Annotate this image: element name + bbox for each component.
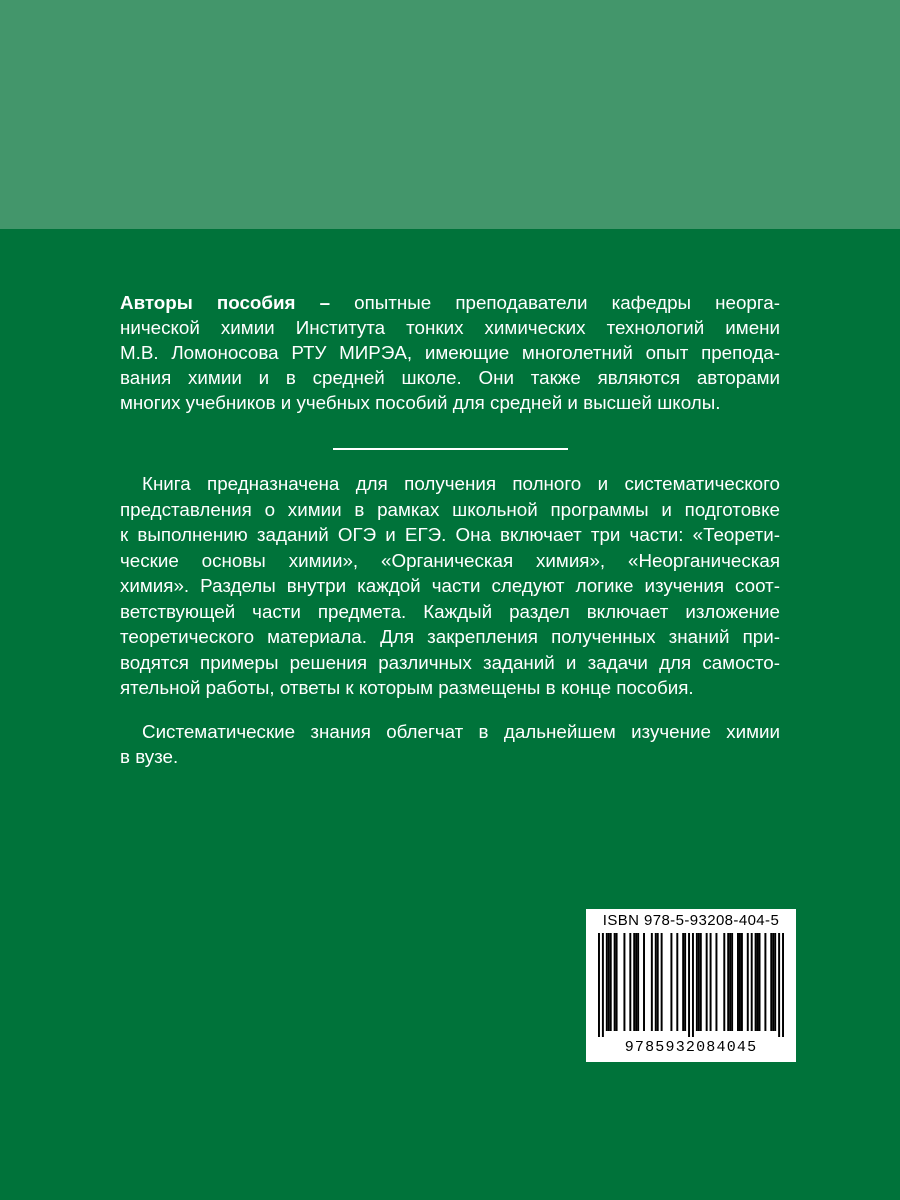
barcode-bar: [602, 933, 604, 1037]
barcode-bar: [633, 933, 635, 1031]
barcode-bar: [770, 933, 772, 1031]
barcode-bar: [715, 933, 717, 1031]
barcode-bar: [688, 933, 690, 1037]
barcode-bar: [655, 933, 657, 1031]
barcode-bar: [723, 933, 725, 1031]
barcode-bar: [737, 933, 739, 1031]
barcode-bars: [598, 933, 784, 1037]
barcode-bar: [684, 933, 686, 1031]
barcode-bar: [616, 933, 618, 1031]
authors-line: нической химии Института тонких химических технологий имени: [120, 317, 780, 338]
barcode-bar: [670, 933, 672, 1031]
description-line: химия». Разделы внутри каждой части следуют логике изучения соот-: [120, 575, 780, 596]
barcode-bar: [657, 933, 659, 1031]
barcode-bar: [747, 933, 749, 1031]
barcode-bar: [731, 933, 733, 1031]
barcode-bar: [751, 933, 753, 1031]
barcode-bar: [676, 933, 678, 1031]
barcode-bar: [608, 933, 610, 1031]
barcode-bar: [696, 933, 698, 1031]
barcode-bar: [700, 933, 702, 1031]
description-line: ятельной работы, ответы к которым размещены в конце пособия.: [120, 677, 694, 698]
barcode-bar: [739, 933, 741, 1031]
description-line: в вузе.: [120, 746, 179, 767]
description-line: представления о химии в рамках школьной программы и подготовке: [120, 498, 780, 520]
barcode-bar: [706, 933, 708, 1031]
barcode-bar: [772, 933, 774, 1031]
barcode-bar: [774, 933, 776, 1031]
barcode-bar: [651, 933, 653, 1031]
authors-line: вания химии и в средней школе. Они также являются авторами: [120, 367, 780, 388]
barcode-bar: [755, 933, 757, 1031]
barcode-bar: [710, 933, 712, 1031]
barcode-bar: [661, 933, 663, 1031]
description-line: Книга предназначена для получения полного и систематического: [142, 473, 780, 494]
top-color-band: [0, 0, 900, 229]
description-line: теоретического материала. Для закрепления полученных знаний при-: [120, 626, 780, 647]
description-line: к выполнению заданий ОГЭ и ЕГЭ. Она включает три части: «Теорети-: [120, 524, 780, 545]
barcode-bar: [606, 933, 608, 1031]
barcode-bar: [741, 933, 743, 1031]
barcode-bar: [729, 933, 731, 1031]
ean-digits: 9785932084045: [624, 1039, 758, 1056]
barcode-bar: [764, 933, 766, 1031]
barcode-bar: [759, 933, 761, 1031]
isbn-barcode: [586, 909, 796, 1062]
description-line: водятся примеры решения различных заданий и задачи для самосто-: [120, 651, 780, 673]
isbn-number: ISBN 978-5-93208-404-5: [602, 912, 780, 929]
description-line: ветствующей части предмета. Каждый раздел включает изложение: [120, 600, 780, 622]
authors-line: Авторы пособия – опытные преподаватели кафедры неорга-: [120, 292, 780, 313]
section-divider: [333, 448, 568, 450]
barcode-bar: [698, 933, 700, 1031]
authors-line: многих учебников и учебных пособий для средней и высшей школы.: [120, 392, 721, 413]
barcode-bar: [614, 933, 616, 1031]
barcode-bar: [610, 933, 612, 1031]
barcode-bar: [623, 933, 625, 1031]
barcode-bar: [637, 933, 639, 1031]
authors-paragraph: [120, 290, 780, 415]
authors-line: М.В. Ломоносова РТУ МИРЭА, имеющие многолетний опыт препода-: [120, 342, 780, 363]
authors-lead: Авторы пособия –: [120, 292, 331, 313]
barcode-bar: [629, 933, 631, 1031]
description-line: ческие основы химии», «Органическая химия», «Неорганическая: [120, 549, 780, 571]
barcode-bar: [757, 933, 759, 1031]
barcode-bar: [643, 933, 645, 1031]
barcode-bar: [598, 933, 600, 1037]
barcode-bar: [682, 933, 684, 1031]
barcode-bar: [782, 933, 784, 1037]
barcode-bar: [778, 933, 780, 1037]
description-text: [120, 471, 780, 770]
barcode-bar: [727, 933, 729, 1031]
description-line: Систематические знания облегчат в дальнейшем изучение химии: [142, 720, 780, 742]
barcode-bar: [692, 933, 694, 1037]
barcode-bar: [635, 933, 637, 1031]
